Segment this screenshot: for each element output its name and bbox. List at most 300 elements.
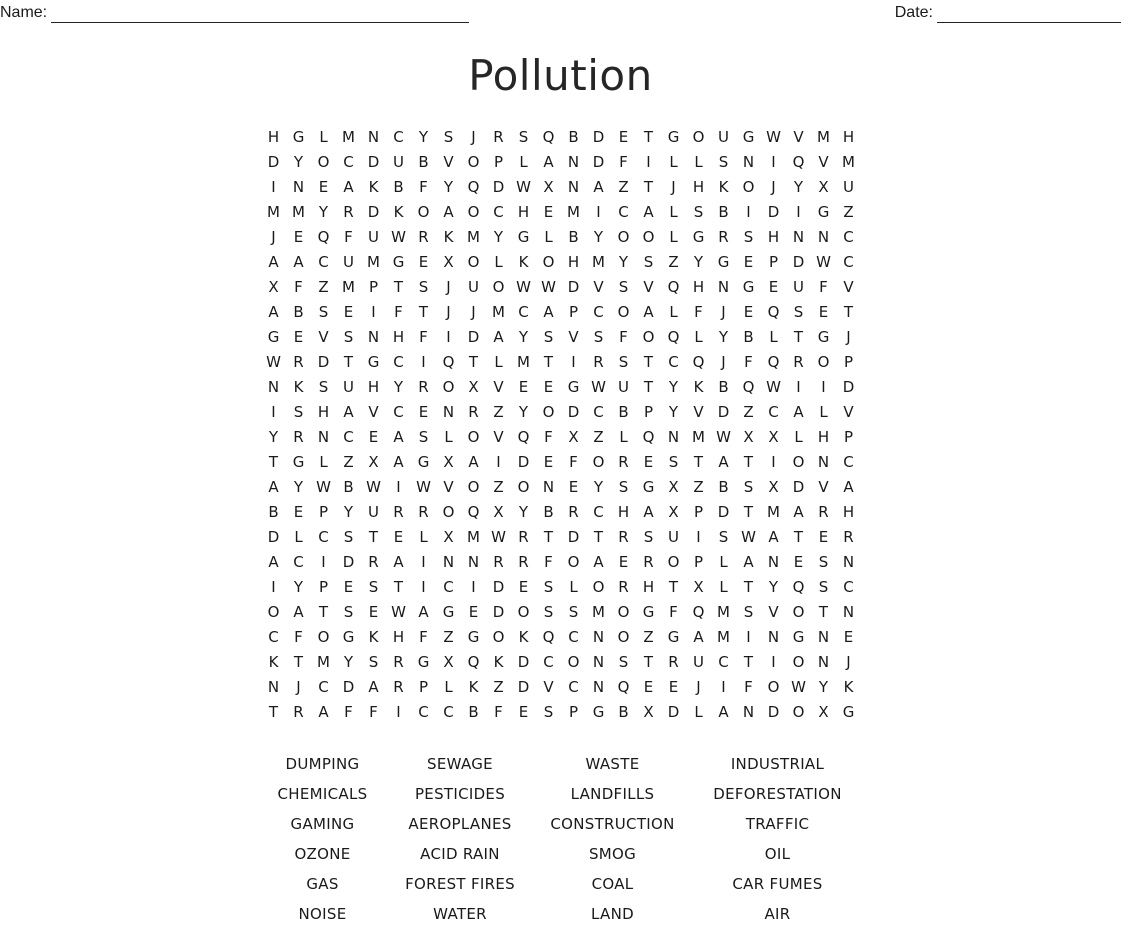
- grid-row: [261, 675, 861, 700]
- grid-letter: Y: [593, 228, 604, 246]
- grid-letter: K: [393, 203, 404, 221]
- grid-letter: I: [746, 628, 751, 646]
- grid-letter: D: [667, 703, 680, 721]
- name-blank-line[interactable]: [51, 5, 469, 23]
- grid-letter: C: [618, 203, 629, 221]
- grid-letter: Q: [617, 678, 630, 696]
- grid-letter: E: [818, 528, 829, 546]
- grid-letter: T: [543, 353, 554, 371]
- grid-letter: U: [793, 278, 804, 296]
- grid-letter: L: [419, 528, 428, 546]
- grid-letter: X: [468, 378, 479, 396]
- grid-letter: R: [418, 503, 429, 521]
- grid-letter: N: [817, 453, 830, 471]
- grid-letter: X: [443, 528, 454, 546]
- grid-letter: R: [843, 528, 854, 546]
- grid-letter: D: [767, 703, 780, 721]
- grid-letter: E: [418, 253, 429, 271]
- grid-letter: A: [693, 628, 704, 646]
- grid-letter: G: [417, 453, 430, 471]
- grid-letter: E: [343, 578, 354, 596]
- grid-letter: A: [793, 503, 804, 521]
- grid-letter: M: [467, 228, 480, 246]
- grid-letter: C: [343, 153, 354, 171]
- grid-letter: R: [818, 503, 829, 521]
- grid-letter: B: [568, 228, 579, 246]
- grid-letter: I: [371, 303, 376, 321]
- grid-letter: G: [417, 653, 430, 671]
- grid-letter: G: [792, 628, 805, 646]
- grid-letter: Z: [743, 403, 754, 421]
- grid-letter: N: [292, 178, 305, 196]
- grid-letter: E: [393, 528, 404, 546]
- grid-letter: O: [667, 553, 680, 571]
- grid-letter: A: [293, 603, 304, 621]
- grid-letter: G: [692, 228, 705, 246]
- grid-letter: S: [543, 603, 554, 621]
- grid-letter: C: [568, 678, 579, 696]
- grid-letter: V: [593, 278, 604, 296]
- grid-letter: U: [693, 653, 704, 671]
- grid-letter: E: [343, 303, 354, 321]
- grid-letter: C: [318, 678, 329, 696]
- grid-letter: Q: [692, 603, 705, 621]
- grid-letter: Y: [393, 378, 404, 396]
- grid-letter: A: [468, 453, 479, 471]
- grid-letter: D: [792, 478, 805, 496]
- grid-letter: Q: [667, 328, 680, 346]
- grid-letter: F: [419, 178, 428, 196]
- grid-letter: G: [667, 628, 680, 646]
- grid-letter: S: [718, 528, 729, 546]
- grid-letter: F: [744, 353, 753, 371]
- grid-letter: C: [293, 553, 304, 571]
- grid-letter: T: [268, 703, 279, 721]
- grid-letter: N: [842, 553, 855, 571]
- grid-letter: G: [742, 128, 755, 146]
- grid-letter: C: [593, 303, 604, 321]
- grid-letter: I: [771, 653, 776, 671]
- grid-letter: X: [493, 503, 504, 521]
- grid-letter: G: [817, 203, 830, 221]
- grid-letter: C: [318, 253, 329, 271]
- grid-letter: G: [517, 228, 530, 246]
- grid-letter: C: [443, 703, 454, 721]
- word-list-item: CONSTRUCTION: [550, 815, 675, 833]
- grid-letter: Y: [818, 678, 829, 696]
- page-title: Pollution: [468, 51, 653, 100]
- grid-letter: T: [468, 353, 479, 371]
- grid-letter: T: [268, 453, 279, 471]
- grid-letter: O: [692, 128, 705, 146]
- grid-letter: G: [667, 128, 680, 146]
- grid-letter: T: [743, 578, 754, 596]
- grid-letter: T: [743, 653, 754, 671]
- grid-letter: N: [767, 628, 780, 646]
- grid-letter: E: [518, 703, 529, 721]
- grid-letter: I: [396, 478, 401, 496]
- grid-letter: S: [418, 278, 429, 296]
- grid-letter: C: [843, 578, 854, 596]
- grid-letter: R: [568, 503, 579, 521]
- grid-letter: A: [593, 553, 604, 571]
- grid-letter: L: [694, 153, 703, 171]
- grid-letter: M: [717, 628, 730, 646]
- date-blank-line[interactable]: [937, 5, 1121, 23]
- grid-letter: S: [318, 378, 329, 396]
- grid-letter: N: [742, 153, 755, 171]
- grid-letter: I: [796, 203, 801, 221]
- grid-letter: O: [567, 653, 580, 671]
- grid-letter: F: [694, 303, 703, 321]
- letter-grid: [261, 125, 861, 725]
- word-list-item: PESTICIDES: [414, 785, 506, 803]
- word-list-item: SMOG: [588, 845, 637, 863]
- grid-letter: N: [442, 553, 455, 571]
- word-list: [250, 750, 870, 930]
- grid-letter: E: [768, 278, 779, 296]
- grid-letter: L: [669, 203, 678, 221]
- grid-letter: X: [768, 478, 779, 496]
- grid-letter: E: [643, 678, 654, 696]
- grid-letter: S: [368, 653, 379, 671]
- grid-letter: M: [267, 203, 280, 221]
- grid-letter: N: [592, 653, 605, 671]
- grid-letter: Y: [293, 478, 304, 496]
- grid-letter: M: [342, 128, 355, 146]
- grid-letter: U: [393, 153, 404, 171]
- grid-letter: T: [368, 528, 379, 546]
- grid-letter: L: [319, 453, 328, 471]
- grid-letter: C: [843, 253, 854, 271]
- grid-letter: G: [292, 453, 305, 471]
- grid-letter: L: [669, 153, 678, 171]
- grid-letter: D: [492, 603, 505, 621]
- grid-letter: L: [694, 328, 703, 346]
- grid-letter: A: [543, 153, 554, 171]
- grid-letter: O: [467, 253, 480, 271]
- grid-letter: C: [343, 428, 354, 446]
- grid-letter: I: [396, 703, 401, 721]
- date-field[interactable]: [895, 3, 1121, 23]
- grid-letter: T: [643, 653, 654, 671]
- grid-letter: X: [668, 503, 679, 521]
- grid-row: [261, 550, 861, 575]
- grid-letter: J: [471, 303, 476, 321]
- grid-letter: L: [319, 128, 328, 146]
- grid-letter: X: [268, 278, 279, 296]
- grid-letter: M: [817, 128, 830, 146]
- grid-letter: X: [743, 428, 754, 446]
- grid-letter: T: [643, 378, 654, 396]
- grid-letter: Y: [618, 253, 629, 271]
- grid-letter: N: [667, 428, 680, 446]
- grid-letter: R: [293, 428, 304, 446]
- grid-letter: Q: [467, 178, 480, 196]
- grid-letter: J: [271, 228, 276, 246]
- grid-letter: Y: [318, 203, 329, 221]
- grid-letter: D: [367, 153, 380, 171]
- grid-letter: N: [592, 678, 605, 696]
- grid-letter: Y: [343, 503, 354, 521]
- grid-letter: L: [619, 428, 628, 446]
- grid-letter: W: [516, 178, 531, 196]
- grid-letter: L: [719, 553, 728, 571]
- grid-letter: F: [744, 678, 753, 696]
- grid-letter: B: [618, 703, 629, 721]
- grid-letter: T: [743, 453, 754, 471]
- grid-letter: F: [819, 278, 828, 296]
- grid-letter: Y: [293, 578, 304, 596]
- word-list-item: CAR FUMES: [732, 875, 823, 893]
- grid-letter: L: [569, 578, 578, 596]
- grid-letter: C: [768, 403, 779, 421]
- grid-letter: A: [743, 553, 754, 571]
- grid-letter: T: [543, 528, 554, 546]
- grid-letter: R: [618, 578, 629, 596]
- grid-letter: J: [671, 178, 676, 196]
- grid-letter: G: [592, 703, 605, 721]
- grid-letter: K: [468, 678, 479, 696]
- grid-letter: D: [592, 153, 605, 171]
- grid-letter: E: [568, 478, 579, 496]
- grid-letter: D: [467, 328, 480, 346]
- grid-row: [261, 500, 861, 525]
- grid-letter: P: [568, 703, 579, 721]
- grid-letter: Z: [843, 203, 854, 221]
- grid-letter: U: [343, 253, 354, 271]
- name-field[interactable]: [0, 3, 469, 23]
- grid-letter: D: [317, 353, 330, 371]
- grid-letter: Y: [443, 178, 454, 196]
- grid-letter: S: [618, 353, 629, 371]
- grid-letter: Q: [442, 353, 455, 371]
- grid-letter: W: [391, 603, 406, 621]
- grid-letter: S: [793, 303, 804, 321]
- grid-letter: A: [343, 403, 354, 421]
- name-label: Name:: [0, 4, 48, 21]
- word-list-item: SEWAGE: [427, 755, 493, 773]
- grid-letter: W: [791, 678, 806, 696]
- grid-letter: Y: [418, 128, 429, 146]
- grid-letter: Z: [668, 253, 679, 271]
- grid-letter: V: [443, 153, 454, 171]
- grid-letter: Z: [318, 278, 329, 296]
- grid-letter: U: [718, 128, 729, 146]
- grid-letter: Z: [643, 628, 654, 646]
- grid-letter: M: [367, 253, 380, 271]
- grid-row: [261, 225, 861, 250]
- grid-letter: N: [767, 553, 780, 571]
- grid-letter: D: [567, 528, 580, 546]
- grid-letter: L: [669, 303, 678, 321]
- grid-letter: V: [493, 428, 504, 446]
- grid-letter: T: [793, 528, 804, 546]
- grid-letter: S: [743, 228, 754, 246]
- grid-letter: X: [443, 653, 454, 671]
- grid-letter: N: [792, 228, 805, 246]
- grid-letter: W: [266, 353, 281, 371]
- grid-letter: V: [843, 403, 854, 421]
- grid-letter: O: [542, 253, 555, 271]
- grid-letter: P: [768, 253, 779, 271]
- grid-letter: Z: [593, 428, 604, 446]
- grid-row: [261, 150, 861, 175]
- grid-letter: I: [271, 178, 276, 196]
- grid-letter: M: [692, 428, 705, 446]
- grid-letter: C: [493, 203, 504, 221]
- grid-letter: Z: [493, 403, 504, 421]
- grid-letter: Y: [293, 153, 304, 171]
- grid-letter: V: [843, 278, 854, 296]
- grid-letter: Y: [518, 403, 529, 421]
- grid-letter: X: [568, 428, 579, 446]
- grid-letter: S: [293, 403, 304, 421]
- grid-letter: S: [818, 553, 829, 571]
- grid-letter: M: [567, 203, 580, 221]
- grid-letter: I: [696, 528, 701, 546]
- grid-letter: F: [669, 603, 678, 621]
- grid-letter: C: [668, 353, 679, 371]
- grid-letter: U: [368, 503, 379, 521]
- grid-letter: G: [642, 603, 655, 621]
- grid-letter: U: [368, 228, 379, 246]
- grid-letter: I: [796, 378, 801, 396]
- grid-letter: Z: [443, 628, 454, 646]
- grid-letter: P: [643, 403, 654, 421]
- grid-letter: A: [643, 503, 654, 521]
- grid-letter: S: [643, 253, 654, 271]
- grid-letter: S: [543, 328, 554, 346]
- grid-letter: S: [343, 328, 354, 346]
- grid-letter: T: [318, 603, 329, 621]
- grid-letter: Q: [517, 428, 530, 446]
- grid-letter: N: [817, 628, 830, 646]
- grid-letter: R: [393, 503, 404, 521]
- grid-letter: E: [468, 603, 479, 621]
- grid-letter: O: [442, 503, 455, 521]
- grid-letter: P: [843, 428, 854, 446]
- grid-letter: K: [518, 628, 529, 646]
- grid-letter: D: [517, 453, 530, 471]
- grid-letter: S: [743, 603, 754, 621]
- grid-letter: E: [818, 303, 829, 321]
- grid-letter: C: [718, 653, 729, 671]
- grid-letter: C: [518, 303, 529, 321]
- grid-letter: X: [543, 178, 554, 196]
- grid-letter: O: [642, 228, 655, 246]
- grid-letter: I: [321, 553, 326, 571]
- grid-letter: T: [668, 578, 679, 596]
- grid-letter: F: [294, 278, 303, 296]
- grid-letter: E: [618, 553, 629, 571]
- grid-letter: O: [792, 703, 805, 721]
- grid-letter: D: [342, 553, 355, 571]
- grid-letter: T: [343, 353, 354, 371]
- grid-letter: A: [793, 403, 804, 421]
- grid-letter: Y: [343, 653, 354, 671]
- grid-letter: O: [642, 328, 655, 346]
- grid-letter: F: [619, 153, 628, 171]
- grid-letter: K: [843, 678, 854, 696]
- grid-letter: J: [446, 278, 451, 296]
- grid-letter: E: [843, 628, 854, 646]
- grid-row: [261, 575, 861, 600]
- grid-letter: Q: [317, 228, 330, 246]
- grid-letter: H: [317, 403, 330, 421]
- grid-letter: B: [543, 503, 554, 521]
- grid-letter: M: [717, 603, 730, 621]
- grid-letter: D: [592, 128, 605, 146]
- grid-letter: N: [567, 178, 580, 196]
- grid-letter: S: [618, 653, 629, 671]
- grid-row: [261, 400, 861, 425]
- word-list-item: ACID RAIN: [420, 845, 500, 863]
- grid-letter: C: [418, 703, 429, 721]
- grid-letter: M: [767, 503, 780, 521]
- grid-letter: A: [493, 328, 504, 346]
- grid-letter: Q: [792, 578, 805, 596]
- date-label: Date:: [894, 4, 933, 21]
- grid-letter: K: [718, 178, 729, 196]
- grid-letter: V: [693, 403, 704, 421]
- grid-letter: Q: [742, 378, 755, 396]
- grid-row: [261, 700, 861, 725]
- grid-letter: O: [767, 678, 780, 696]
- grid-row: [261, 600, 861, 625]
- grid-letter: V: [318, 328, 329, 346]
- grid-letter: P: [418, 678, 429, 696]
- grid-letter: L: [669, 228, 678, 246]
- grid-letter: D: [342, 678, 355, 696]
- grid-letter: O: [492, 278, 505, 296]
- grid-letter: S: [818, 578, 829, 596]
- grid-row: [261, 525, 861, 550]
- grid-letter: W: [766, 128, 781, 146]
- grid-letter: P: [843, 353, 854, 371]
- grid-letter: N: [542, 478, 555, 496]
- grid-letter: X: [443, 453, 454, 471]
- grid-letter: J: [721, 303, 726, 321]
- grid-letter: R: [293, 703, 304, 721]
- grid-letter: H: [267, 128, 280, 146]
- grid-letter: W: [516, 278, 531, 296]
- grid-letter: D: [567, 278, 580, 296]
- grid-letter: F: [569, 453, 578, 471]
- grid-letter: O: [792, 603, 805, 621]
- grid-letter: F: [419, 628, 428, 646]
- grid-row: [261, 450, 861, 475]
- grid-letter: B: [743, 328, 754, 346]
- grid-letter: O: [517, 478, 530, 496]
- grid-letter: Y: [718, 328, 729, 346]
- grid-letter: G: [292, 128, 305, 146]
- grid-letter: O: [792, 453, 805, 471]
- grid-letter: I: [421, 353, 426, 371]
- grid-letter: T: [293, 653, 304, 671]
- grid-letter: W: [391, 228, 406, 246]
- grid-letter: V: [543, 678, 554, 696]
- grid-letter: A: [543, 303, 554, 321]
- grid-letter: C: [593, 503, 604, 521]
- grid-letter: E: [543, 453, 554, 471]
- grid-letter: Y: [668, 403, 679, 421]
- grid-letter: L: [494, 353, 503, 371]
- grid-letter: K: [443, 228, 454, 246]
- grid-letter: S: [568, 603, 579, 621]
- grid-letter: I: [571, 353, 576, 371]
- grid-letter: O: [467, 428, 480, 446]
